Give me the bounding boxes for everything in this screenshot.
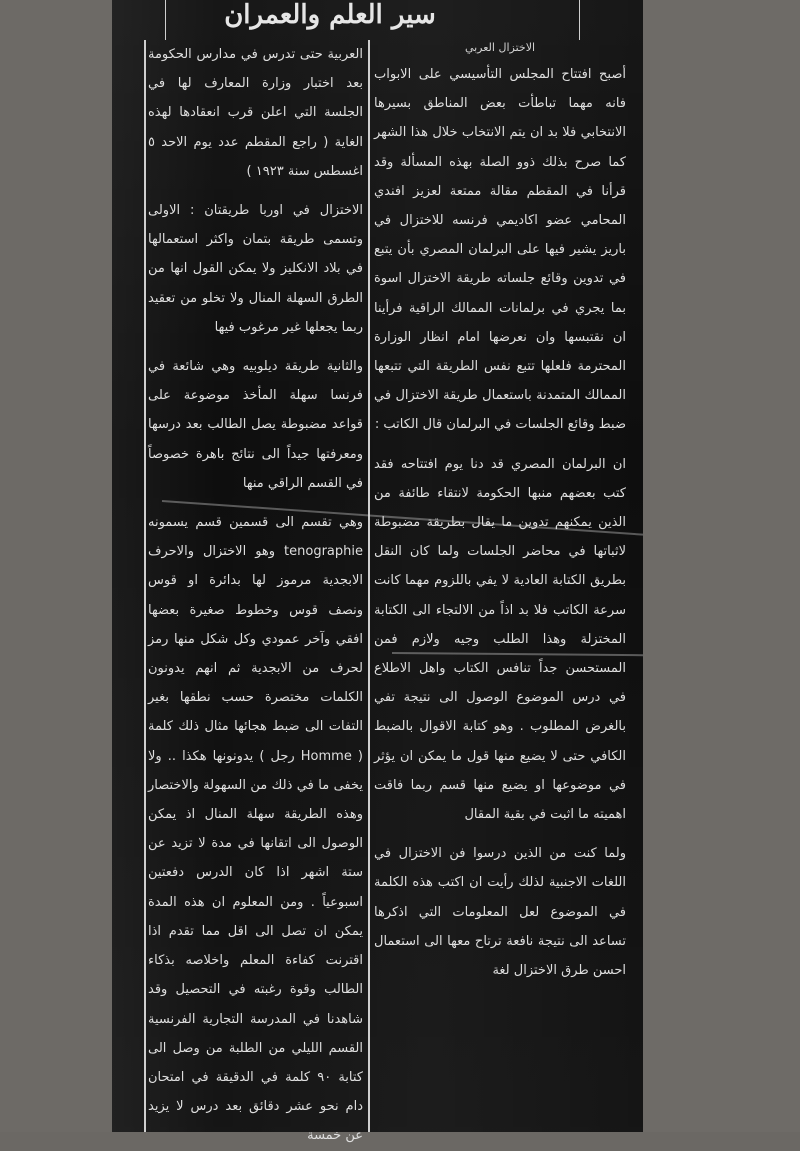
article-paragraph: ان البرلمان المصري قد دنا يوم افتتاحه فقد كتب بعضهم منبها الحكومة لانتقاء طائفة من الذين يمكنهم تدوين ما يقال بطريقة مضبوطة لاثباتها في محاضر الجلسات ولما كان النقل بطريق الكتابة العادية لا يفي باللزوم مهما كانت سرعة الكاتب فلا بد اذاً من الالتجاء الى الكتابة المختزلة وهذا الطلب وجيه ولازم فمن المستحسن جداً تنافس الكتاب واهل الاطلاع في درس الموضوع الوصول الى نتيجة تفي بالغرض المطلوب . وهو كتابة الاقوال بالضبط الكافي حتى لا يضيع منها قول ما يمكن ان يؤثر في موضوعها او يضيع منها قسم ربما فاقت اهميته ما اثبت في بقية المقال bbox=[374, 456, 626, 823]
article-paragraph: والثانية طريقة ديلوبيه وهي شائعة في فرنسا سهلة المأخذ موضوعة على قواعد مضبوطة يصل الطالب بعد درسها ومعرفتها جيداً الى نتائج باهرة خصوصاً في القسم الراقي منها bbox=[148, 359, 363, 491]
page-title: سير العلم والعمران bbox=[224, 0, 436, 30]
left-border-line bbox=[144, 40, 146, 1132]
section-subheading: الاختزال العربي bbox=[464, 41, 536, 54]
article-paragraph: وهي تقسم الى قسمين قسم يسمونه tenographie وهو الاختزال والاحرف الابجدية مرموز لها بدائرة او قوس ونصف قوس وخطوط صغيرة بعضها افقي وآخر عمودي وكل شكل منها رمز لحرف من الابجدية ثم انهم يدونون الكلمات مختصرة حسب نطقها بغير التفات الى ضبط هجائها مثال ذلك كلمة ( Homme رجل ) يدونونها هكذا .. ولا يخفى ما في ذلك من السهولة والاختصار وهذه الطريقة سهلة المنال اذ يمكن الوصول الى اتقانها في مدة لا تزيد عن ستة اشهر اذا كان الدرس دفعتين اسبوعياً . ومن المعلوم ان هذه المدة يمكن ان تصل الى اقل مما تقدم اذا اقترنت كفاءة المعلم واخلاصه بذكاء الطالب وقوة رغبته في التحصيل وقد شاهدنا في المدرسة التجارية الفرنسية القسم الليلي من الطلبة من وصل الى كتابة ٩٠ كلمة في الدقيقة في امتحان دام نحو عشر دقائق بعد درس لا يزيد عن خمسة bbox=[148, 515, 363, 1144]
header-left-rule bbox=[165, 0, 166, 40]
right-article-column bbox=[374, 40, 626, 985]
article-paragraph: الاختزال في اوربا طريقتان : الاولى وتسمى طريقة بتمان واكثر استعمالها في بلاد الانكليز ولا يمكن القول انها من الطرق السهلة المنال ولا تخلو من تعقيد ربما يجعلها غير مرغوب فيها bbox=[148, 203, 363, 335]
left-margin-background bbox=[0, 0, 112, 1132]
right-margin-background bbox=[643, 0, 800, 1132]
left-article-column bbox=[148, 40, 363, 1151]
article-paragraph: العربية حتى تدرس في مدارس الحكومة بعد اختبار وزارة المعارف لها في الجلسة التي اعلن قرب انعقادها لهذه الغاية ( راجع المقطم عدد يوم الاحد ٥ اغسطس سنة ١٩٢٣ ) bbox=[148, 47, 363, 179]
center-column-divider bbox=[368, 40, 370, 1132]
article-paragraph: أصبح افتتاح المجلس التأسيسي على الابواب فانه مهما تباطأت بعض المناطق بسيرها الانتخابي فلا بد ان يتم الانتخاب خلال هذا الشهر كما صرح بذلك ذوو الصلة بهذه المسألة وقد قرأنا في المقطم مقالة ممتعة لعزيز افندي المحامي عضو اكاديمي فرنسه للاختزال في باريز يشير فيها على البرلمان المصري بأن يتبع في تدوين وقائع جلساته طريقة الاختزال اسوة بما يجري في برلمانات الممالك الراقية فرأينا ان نقتبسها وان نعرضها امام انظار الوزارة المحترمة فلعلها تتبع نفس الطريقة التي تتبعها الممالك المتمدنة باستعمال طريقة الاختزال في ضبط وقائع الجلسات في البرلمان قال الكاتب : bbox=[374, 67, 626, 433]
article-paragraph: ولما كنت من الذين درسوا فن الاختزال في اللغات الاجنبية لذلك رأيت ان اكتب هذه الكلمة في الموضوع لعل المعلومات التي اذكرها تساعد الى نتيجة نافعة ترتاح معها الى استعمال احسن طرق الاختزال لغة bbox=[374, 846, 626, 979]
header-right-rule bbox=[579, 0, 580, 40]
